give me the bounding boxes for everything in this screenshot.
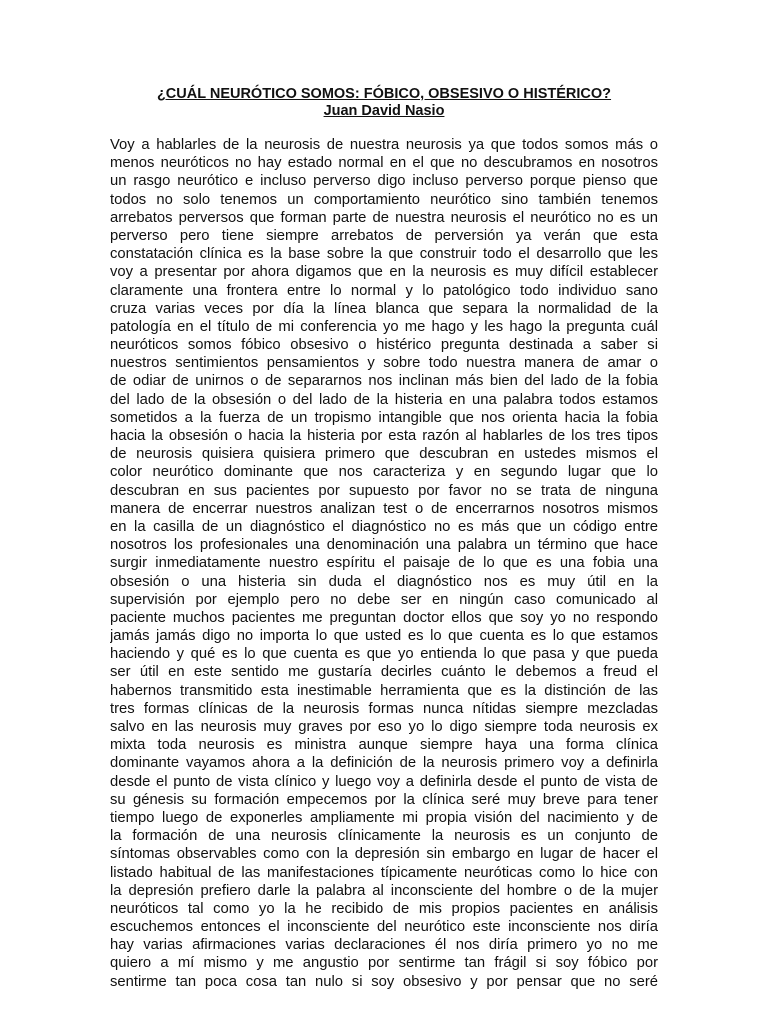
body-text-line: menos neuróticos no hay estado normal en el que no descubramos en nosotros (110, 155, 658, 172)
body-text-line: supervisión por ejemplo pero no debe ser en ningún caso comunicado al (110, 591, 658, 608)
body-text-line: listado habitual de las manifestaciones típicamente neuróticas como lo hice con (110, 864, 658, 881)
body-text-line: jamás jamás digo no importa lo que usted es lo que cuenta es lo que estamos (110, 628, 658, 645)
body-text-line: patología en el título de mi conferencia yo me hago y les hago la pregunta cuál (110, 318, 658, 335)
body-text-line: neuróticos tal como yo la he recibido de mis propios pacientes en análisis (110, 900, 658, 917)
body-text-line: síntomas observables como con la depresión sin embargo en lugar de hacer el (110, 846, 658, 863)
body-text-line: arrebatos perversos que forman parte de nuestra neurosis el neurótico no es un (110, 209, 658, 226)
body-text-line: la formación de una neurosis clínicamente la neurosis es un conjunto de (110, 828, 658, 845)
body-text-line: un rasgo neurótico e incluso perverso digo incluso perverso porque pienso que (110, 173, 658, 190)
body-text-line: todos no solo tenemos un comportamiento neurótico sino también tenemos (110, 191, 658, 208)
body-text-line: escuchemos entonces el inconsciente del neurótico este inconsciente nos diría (110, 919, 658, 936)
body-text-line: neuróticos somos fóbico obsesivo o histérico pregunta destinada a saber si (110, 337, 658, 354)
body-text-line: tiempo luego de exponerles ampliamente mi propia visión del nacimiento y de (110, 809, 658, 826)
document-title: ¿CUÁL NEURÓTICO SOMOS: FÓBICO, OBSESIVO O HISTÉRICO? (156, 86, 612, 102)
body-text-line: haciendo y qué es lo que cuenta es que yo entienda lo que pasa y que pueda (110, 646, 658, 663)
body-text-line: nosotros los profesionales una denominación una palabra un término que hace (110, 537, 658, 554)
body-text-line: la depresión prefiero darle la palabra al inconsciente del hombre o de la mujer (110, 882, 658, 899)
body-text-line: en la casilla de un diagnóstico el diagnóstico no es más que un código entre (110, 518, 658, 535)
body-text-line: descubran en sus pacientes por supuesto por favor no se trata de ninguna (110, 482, 658, 499)
body-text-line: perverso pero tiene siempre arrebatos de perversión ya verán que esta (110, 227, 658, 244)
body-text-line: Voy a hablarles de la neurosis de nuestra neurosis ya que todos somos más o (110, 137, 658, 153)
body-text-line: voy a presentar por ahora digamos que en la neurosis es muy difícil establecer (110, 264, 658, 281)
body-text-line: mixta toda neurosis es ministra aunque siempre haya una forma clínica (110, 737, 658, 754)
body-text-line: paciente muchos pacientes me preguntan doctor ellos que soy yo no respondo (110, 609, 658, 626)
body-text-line: ser útil en este sentido me gustaría decirles cuánto le debemos a freud el (110, 664, 658, 681)
document-body (110, 136, 658, 991)
body-text-line: de odiar de unirnos o de separarnos nos inclinan más bien del lado de la fobia (110, 373, 658, 390)
body-text-line: salvo en las neurosis muy graves por eso yo lo digo siempre toda neurosis ex (110, 719, 658, 735)
body-text-line: sometidos a la fuerza de un tropismo intangible que nos orienta hacia la fobia (110, 409, 658, 426)
body-text-line: nuestros sentimientos pensamientos y sobre todo nuestra manera de amar o (110, 355, 658, 372)
body-text-line: habernos transmitido esta inestimable herramienta que es la distinción de las (110, 682, 658, 699)
body-text-line: tres formas clínicas de la neurosis formas nunca nítidas siempre mezcladas (110, 700, 658, 717)
document-author: Juan David Nasio (323, 103, 445, 119)
body-text-line: sentirme tan poca cosa tan nulo si soy obsesivo y por pensar que no seré (110, 973, 658, 990)
body-text-line: claramente una frontera entre lo normal y lo patológico todo individuo sano (110, 282, 658, 299)
body-text-line: hay varias afirmaciones varias declaraciones él nos diría primero yo no me (110, 937, 658, 954)
body-text-line: hacia la obsesión o hacia la histeria por esta razón al hablarles de los tres tipos (110, 428, 658, 444)
body-text-line: obsesión o una histeria sin duda el diagnóstico nos es muy útil en la (110, 573, 658, 590)
body-text-line: color neurótico dominante que nos caracteriza y en segundo lugar que lo (110, 464, 658, 481)
body-text-line: del lado de la obsesión o del lado de la histeria en una palabra todos estamos (110, 391, 658, 408)
body-text-line: cruza varias veces por día la línea blanca que separa la normalidad de la (110, 300, 658, 317)
body-text-line: surgir inmediatamente nuestro espíritu el paisaje de lo que es una fobia una (110, 555, 658, 572)
body-text-line: desde el punto de vista clínico y luego voy a definirla desde el punto de vista de (110, 773, 658, 790)
body-text-line: constatación clínica es la base sobre la que construir todo el desarrollo que les (110, 246, 658, 263)
body-text-line: quiero a mí mismo y me angustio por sentirme tan frágil si soy fóbico por (110, 955, 658, 972)
body-text-line: dominante vayamos ahora a la definición de la neurosis primero voy a definirla (110, 755, 658, 772)
body-text-line: de neurosis quisiera quisiera primero que descubran en ustedes mismos el (110, 446, 658, 463)
body-text-line: manera de encerrar nuestros analizan test o de encerrarnos nosotros mismos (110, 500, 658, 517)
body-text-line: su génesis su formación empecemos por la clínica seré muy breve para tener (110, 791, 658, 808)
